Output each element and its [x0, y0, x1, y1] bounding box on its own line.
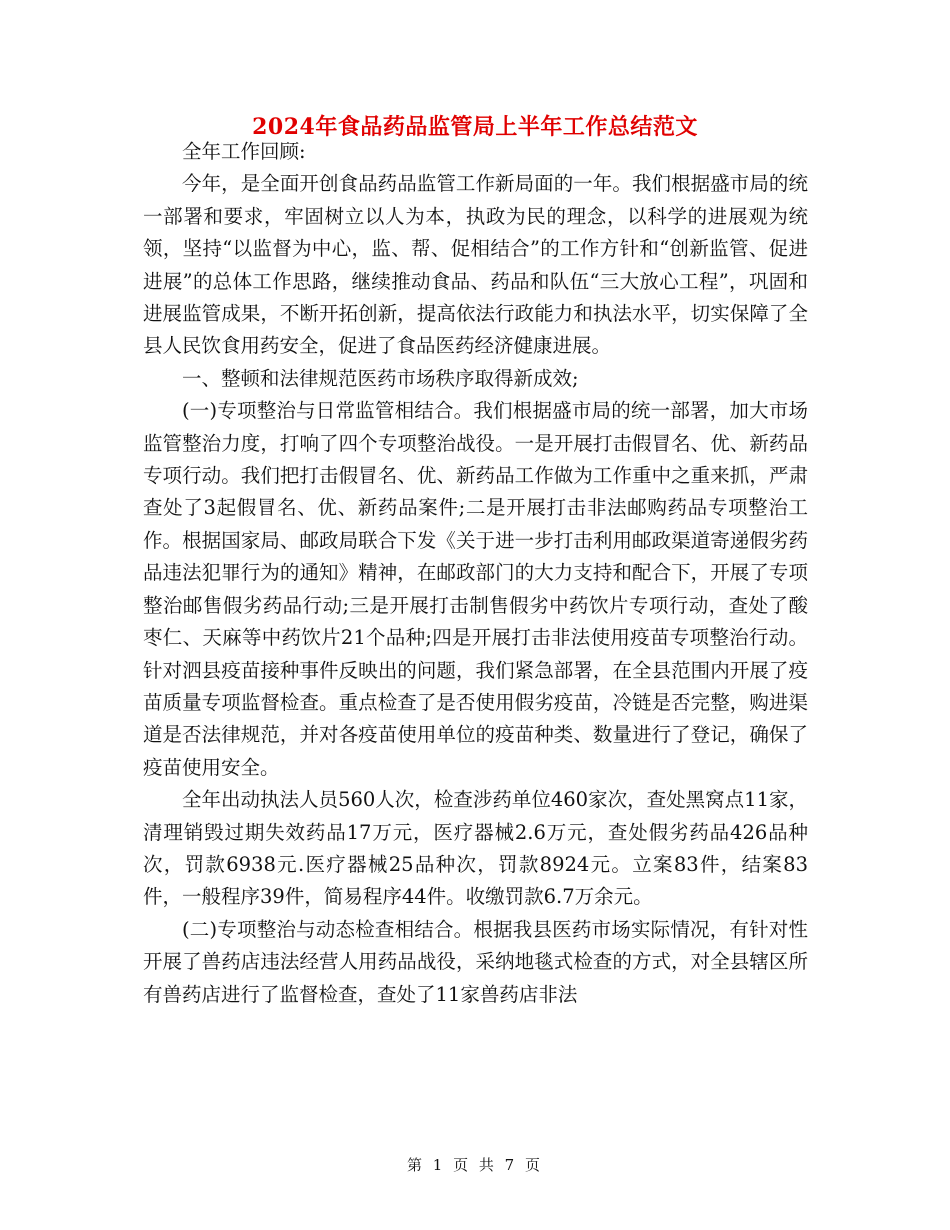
paragraph-intro: 今年，是全面开创食品药品监管工作新局面的一年。我们根据盛市局的统一部署和要求，牢固树立以人为本，执政为民的理念，以科学的进展观为统领，坚持“以监督为中心，监、帮、促相结合”的工作方针和“创新监管、促进进展”的总体工作思路，继续推动食品、药品和队伍“三大放心工程”，巩固和进展监管成果，不断开拓创新，提高依法行政能力和执法水平，切实保障了全县人民饮食用药安全，促进了食品医药经济健康进展。 [143, 172, 808, 358]
page-number-footer: 第 1 页 共 7 页 [407, 1156, 543, 1174]
paragraph-special-rectification: (一)专项整治与日常监管相结合。我们根据盛市局的统一部署，加大市场监管整治力度，打响了四个专项整治战役。一是开展打击假冒名、优、新药品专项行动。我们把打击假冒名、优、新药品工作做为工作重中之重来抓，严肃查处了3起假冒名、优、新药品案件;二是开展打击非法邮购药品专项整治工作。根据国家局、邮政局联合下发《关于进一步打击利用邮政渠道寄递假劣药品违法犯罪行为的通知》精神，在邮政部门的大力支持和配合下，开展了专项整治邮售假劣药品行动;三是开展打击制售假劣中药饮片专项行动，查处了酸枣仁、天麻等中药饮片21个品种;四是开展打击非法使用疫苗专项整治行动。针对泗县疫苗接种事件反映出的问题，我们紧急部署，在全县范围内开展了疫苗质量专项监督检查。重点检查了是否使用假劣疫苗，冷链是否完整，购进渠道是否法律规范，并对各疫苗使用单位的疫苗种类、数量进行了登记，确保了疫苗使用安全。 [143, 399, 808, 779]
document-body [143, 136, 808, 1011]
paragraph-statistics: 全年出动执法人员560人次，检查涉药单位460家次，查处黑窝点11家，清理销毁过期失效药品17万元，医疗器械2.6万元，查处假劣药品426品种次，罚款6938元.医疗器械25品种次，罚款8924元。立案83件，结案83件，一般程序39件，简易程序44件。收缴罚款6.7万余元。 [143, 788, 808, 909]
document-title: 2024年食品药品监管局上半年工作总结范文 [252, 114, 698, 140]
paragraph-section-one-heading: 一、整顿和法律规范医药市场秩序取得新成效; [182, 366, 579, 390]
paragraph-review-heading: 全年工作回顾: [182, 140, 306, 163]
paragraph-dynamic-inspection: (二)专项整治与动态检查相结合。根据我县医药市场实际情况，有针对性开展了兽药店违法经营人用药品战役，采纳地毯式检查的方式，对全县辖区所有兽药店进行了监督检查，查处了11家兽药店非法 [143, 917, 808, 1006]
